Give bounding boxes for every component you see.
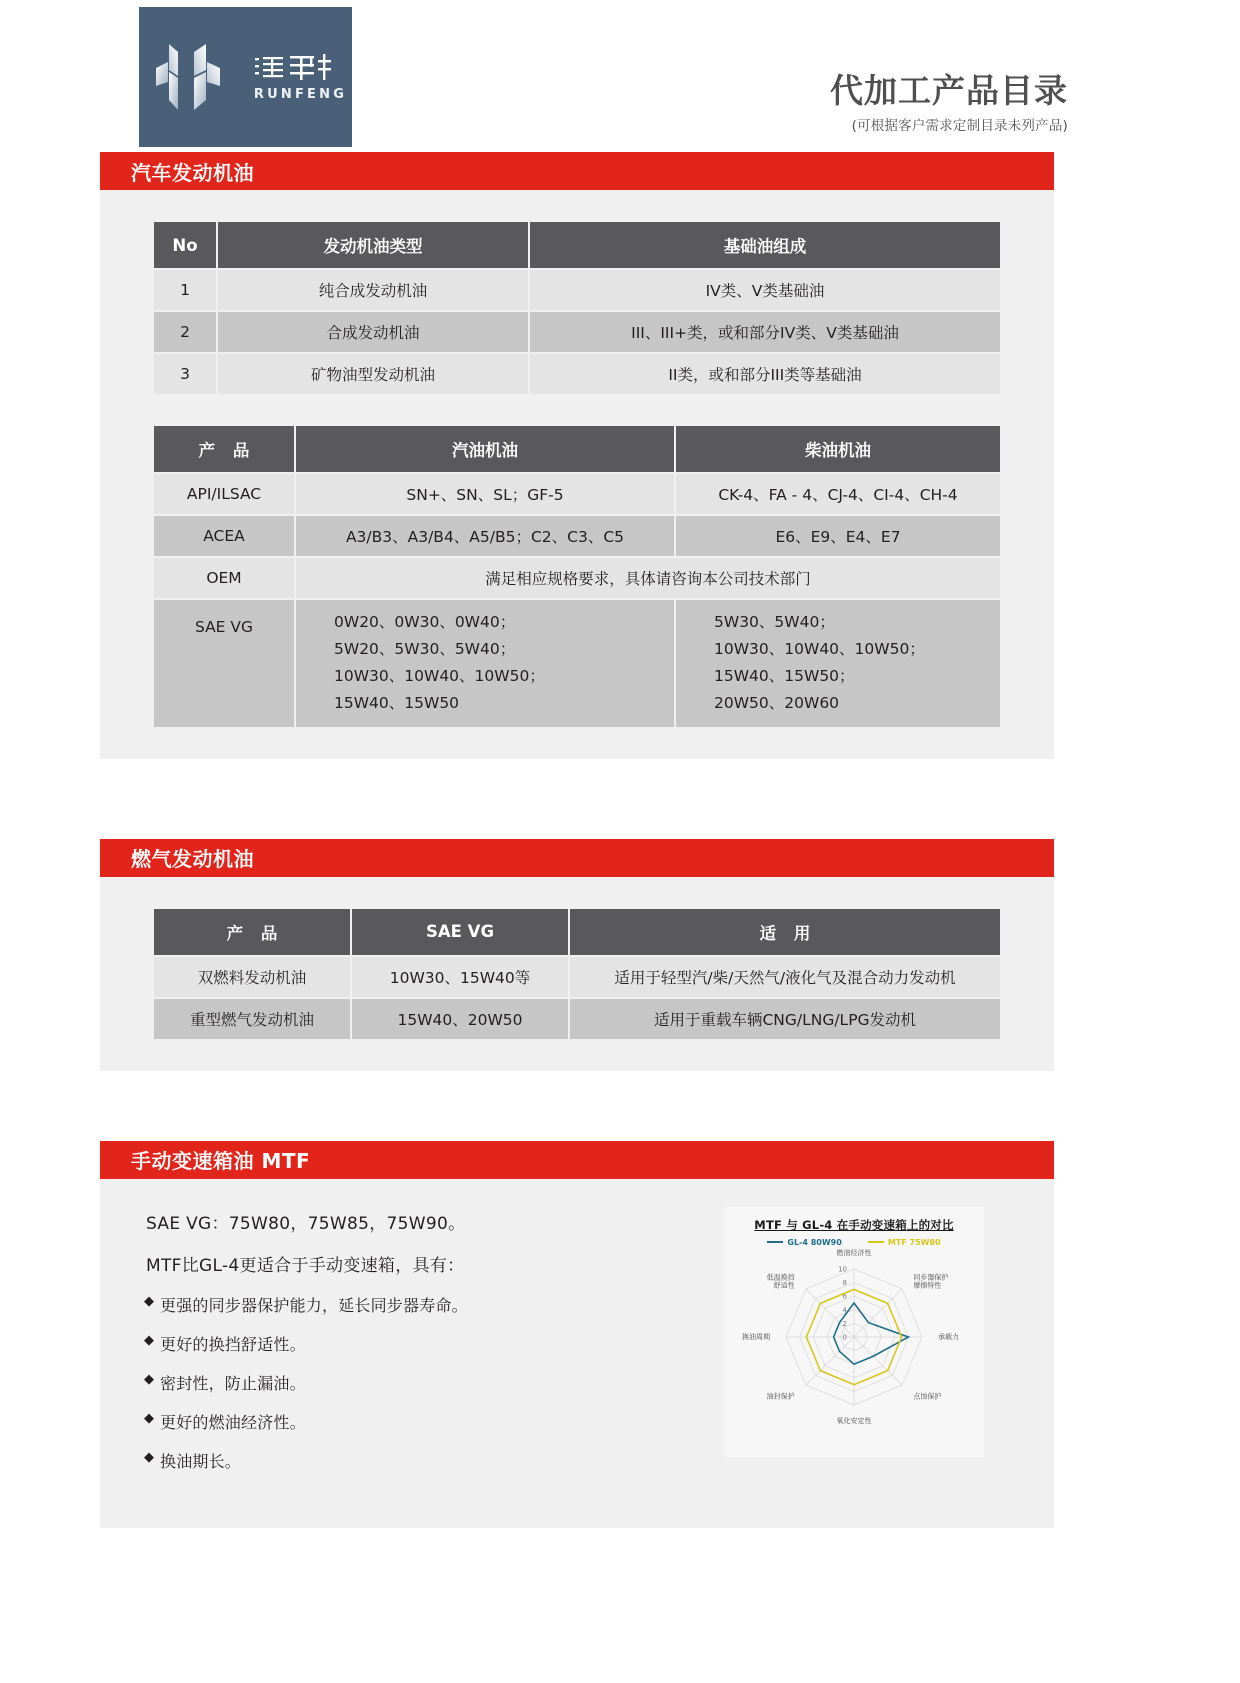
section-gap [0,1071,1240,1141]
section-auto-engine-oil [0,152,1240,759]
diamond-bullet-icon: ◆ [144,1293,155,1309]
grade-line: 10W30、10W40、10W50； [334,667,545,686]
svg-text:0: 0 [842,1333,847,1341]
row-label: API/ILSAC [154,474,294,514]
cell-base-oil: III、III+类，或和部分IV类、V类基础油 [530,312,1000,352]
mtf-comparison-radar-chart [724,1207,984,1457]
cell-application: 适用于轻型汽/柴/天然气/液化气及混合动力发动机 [570,957,1000,997]
engine-oil-spec-table [152,424,1002,729]
section-body [100,1179,1054,1528]
bullet-text: 更好的换挡舒适性。 [160,1334,306,1354]
grade-line: 10W30、10W40、10W50； [714,640,925,659]
cell-product: 双燃料发动机油 [154,957,350,997]
grade-line: 5W30、5W40； [714,613,835,631]
table-spacer [152,396,1002,424]
mtf-sae-line: SAE VG：75W80，75W85，75W90。 [146,1213,466,1234]
cell-oil-type: 矿物油型发动机油 [218,354,528,394]
row-label: SAE VG [154,600,294,727]
col-product: 产 品 [154,909,350,955]
grade-line: 15W40、15W50 [334,694,460,713]
page-subtitle: (可根据客户需求定制目录未列产品) [851,117,1068,134]
cell-sae-vg: 10W30、15W40等 [352,957,568,997]
section-title: 汽车发动机油 [131,160,254,185]
col-no: No [154,222,216,268]
section-gap [0,759,1240,839]
cell-base-oil: IV类、V类基础油 [530,270,1000,310]
cell-no: 2 [154,312,216,352]
diamond-bullet-icon: ◆ [144,1410,155,1426]
table-header-row [154,222,1000,268]
cell-no: 1 [154,270,216,310]
gas-engine-oil-table [152,907,1002,1041]
table-row [154,312,1000,352]
page-title: 代加工产品目录 [830,71,1068,110]
svg-text:摩擦特性: 摩擦特性 [913,1281,942,1290]
bullet-text: 更好的燃油经济性。 [160,1412,306,1432]
svg-text:燃油经济性: 燃油经济性 [836,1248,872,1257]
company-logo [139,7,352,147]
row-label: ACEA [154,516,294,556]
svg-text:2: 2 [842,1319,847,1328]
section-mtf [0,1141,1240,1528]
mtf-intro-line: MTF比GL-4更适合于手动变速箱，具有： [146,1255,465,1276]
table-header-row [154,909,1000,955]
diamond-bullet-icon: ◆ [144,1449,155,1465]
svg-text:10: 10 [838,1265,847,1273]
grade-line: 0W20、0W30、0W40； [334,613,516,631]
cell-diesel: E6、E9、E4、E7 [676,516,1000,556]
diamond-bullet-icon: ◆ [144,1332,155,1348]
col-base-oil: 基础油组成 [530,222,1000,268]
svg-text:6: 6 [842,1292,847,1301]
svg-text:点蚀保护: 点蚀保护 [913,1391,942,1400]
table-row [154,999,1000,1039]
cell-oil-type: 合成发动机油 [218,312,528,352]
section-body [100,190,1054,759]
table-row [154,270,1000,310]
cell-gasoline: A3/B3、A3/B4、A5/B5；C2、C3、C5 [296,516,674,556]
mtf-bullet-item [146,1293,706,1316]
mtf-description [146,1205,706,1488]
svg-text:舒适性: 舒适性 [773,1281,795,1290]
table-header-row [154,426,1000,472]
col-sae-vg: SAE VG [352,909,568,955]
mtf-bullet-item [146,1410,706,1433]
grade-line: 15W40、15W50； [714,667,855,686]
legend-label: GL-4 80W90 [787,1237,842,1247]
legend-swatch [868,1241,884,1244]
table-row [154,957,1000,997]
svg-text:承载力: 承载力 [938,1332,959,1341]
bullet-text: 密封性，防止漏油。 [160,1373,306,1393]
col-application: 适 用 [570,909,1000,955]
table-row-acea [154,516,1000,556]
table-row-oem [154,558,1000,598]
grade-line: 20W50、20W60 [714,694,840,713]
runfeng-mark-icon [144,38,240,116]
table-row [154,354,1000,394]
svg-text:低温换挡: 低温换挡 [766,1273,795,1282]
brand-cn-icon [254,53,332,83]
cell-diesel: CK-4、FA - 4、CJ-4、CI-4、CH-4 [676,474,1000,514]
engine-oil-type-table [152,220,1002,396]
section-header-bar [100,152,1054,190]
cell-diesel-grades [676,600,1000,727]
svg-text:同步器保护: 同步器保护 [913,1273,949,1282]
section-title: 燃气发动机油 [131,847,254,871]
chart-title: MTF 与 GL-4 在手动变速箱上的对比 [754,1217,954,1232]
svg-text:8: 8 [842,1278,847,1287]
mtf-bullet-item [146,1371,706,1394]
page-header [0,0,1240,152]
section-header-bar [100,1141,1054,1179]
svg-text:4: 4 [842,1305,847,1314]
cell-sae-vg: 15W40、20W50 [352,999,568,1039]
col-diesel: 柴油机油 [676,426,1000,472]
section-title: 手动变速箱油 MTF [131,1149,311,1173]
cell-gasoline: SN+、SN、SL；GF-5 [296,474,674,514]
diamond-bullet-icon: ◆ [144,1371,155,1387]
cell-oil-type: 纯合成发动机油 [218,270,528,310]
catalog-title-block [830,71,1068,134]
svg-text:换油周期: 换油周期 [742,1332,770,1341]
legend-label: MTF 75W80 [887,1237,941,1247]
legend-swatch [767,1241,783,1244]
cell-application: 适用于重载车辆CNG/LNG/LPG发动机 [570,999,1000,1039]
cell-product: 重型燃气发动机油 [154,999,350,1039]
col-oil-type: 发动机油类型 [218,222,528,268]
cell-oem-note: 满足相应规格要求，具体请咨询本公司技术部门 [296,558,1000,598]
col-product: 产 品 [154,426,294,472]
radar-plot [724,1245,984,1457]
section-header-bar [100,839,1054,877]
col-gasoline: 汽油机油 [296,426,674,472]
svg-text:油封保护: 油封保护 [766,1391,795,1400]
mtf-bullet-item [146,1332,706,1355]
cell-no: 3 [154,354,216,394]
mtf-bullet-item [146,1449,706,1472]
section-body [100,877,1054,1071]
section-gas-engine-oil [0,839,1240,1071]
bullet-text: 换油期长。 [160,1451,242,1471]
table-row-api [154,474,1000,514]
brand-en-text: RUNFENG [253,86,348,102]
cell-gasoline-grades [296,600,674,727]
grade-line: 5W20、5W30、5W40； [334,640,516,659]
svg-text:氧化安定性: 氧化安定性 [836,1416,872,1425]
row-label: OEM [154,558,294,598]
cell-base-oil: II类，或和部分III类等基础油 [530,354,1000,394]
bullet-text: 更强的同步器保护能力，延长同步器寿命。 [160,1295,468,1315]
table-row-saevg [154,600,1000,727]
